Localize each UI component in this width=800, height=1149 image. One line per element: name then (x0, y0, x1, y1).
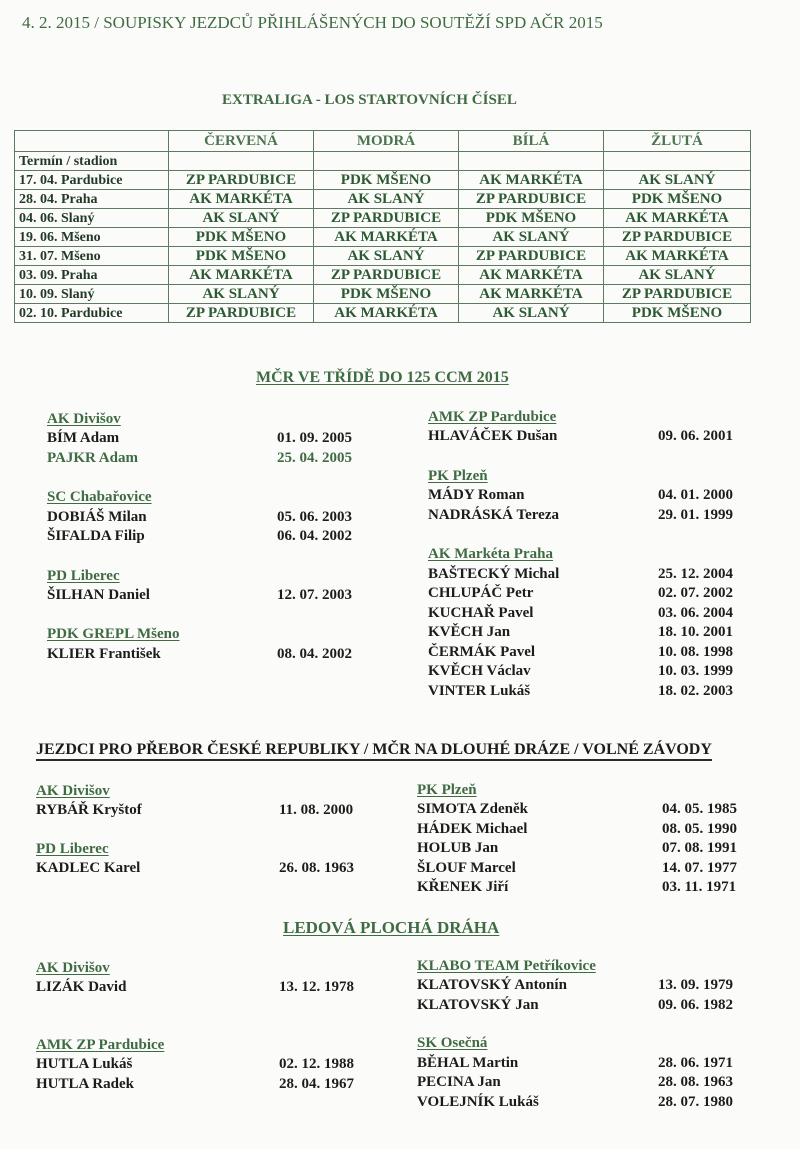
rider-name: ČERMÁK Pavel (428, 644, 536, 660)
table-cell: ZP PARDUBICE (459, 247, 604, 266)
table-row (15, 285, 751, 304)
table-row (15, 266, 751, 285)
rider-name: MÁDY Roman (428, 487, 525, 503)
table-cell: PDK MŠENO (459, 209, 604, 228)
rider-birthdate: 12. 07. 2003 (277, 587, 352, 603)
table-row (15, 190, 751, 209)
rider-birthdate: 01. 09. 2005 (277, 430, 352, 446)
longtrack-title: JEZDCI PRO PŘEBOR ČESKÉ REPUBLIKY / MČR NA DLOUHÉ DRÁZE / VOLNÉ ZÁVODY (36, 742, 712, 761)
rider-name: VINTER Lukáš (428, 683, 531, 699)
club-heading: SK Osečná (417, 1035, 488, 1051)
table-cell (15, 131, 169, 152)
club-heading: AK Divišov (36, 960, 110, 976)
table-cell: ZP PARDUBICE (604, 228, 751, 247)
table-row (15, 152, 751, 171)
mcr125-title: MČR VE TŘÍDĚ DO 125 CCM 2015 (256, 369, 509, 386)
rider-name: PECINA Jan (417, 1074, 501, 1090)
table-row (15, 209, 751, 228)
table-cell: AK MARKÉTA (459, 285, 604, 304)
table-cell: AK SLANÝ (314, 190, 459, 209)
rider-name: HUTLA Radek (36, 1076, 134, 1092)
rider-name: KVĚCH Jan (428, 624, 511, 640)
table-cell: ZP PARDUBICE (169, 171, 314, 190)
rider-name: HLAVÁČEK Dušan (428, 428, 558, 444)
column-header: ČERVENÁ (169, 131, 314, 152)
rider-birthdate: 10. 03. 1999 (658, 663, 733, 679)
rider-birthdate: 03. 11. 1971 (662, 879, 737, 895)
row-label: 04. 06. Slaný (15, 209, 169, 228)
table-cell (604, 152, 751, 171)
ice-title: LEDOVÁ PLOCHÁ DRÁHA (283, 918, 500, 937)
row-label: 10. 09. Slaný (15, 285, 169, 304)
table-cell (459, 152, 604, 171)
rider-name: KLATOVSKÝ Jan (417, 997, 539, 1013)
table-row (15, 228, 751, 247)
table-cell: AK MARKÉTA (169, 266, 314, 285)
table-cell: AK MARKÉTA (169, 190, 314, 209)
club-heading: KLABO TEAM Petříkovice (417, 958, 596, 974)
rider-name: CHLUPÁČ Petr (428, 585, 534, 601)
rider-name: BÍM Adam (47, 430, 120, 446)
column-header: MODRÁ (314, 131, 459, 152)
table-cell: AK SLANÝ (459, 304, 604, 323)
rider-birthdate: 03. 06. 2004 (658, 605, 733, 621)
rider-name: HOLUB Jan (417, 840, 499, 856)
rider-name: KŘENEK Jiří (417, 879, 509, 895)
row-label: 19. 06. Mšeno (15, 228, 169, 247)
row-label-header: Termín / stadion (15, 152, 169, 171)
rider-birthdate: 04. 01. 2000 (658, 487, 733, 503)
table-cell: PDK MŠENO (314, 171, 459, 190)
rider-birthdate: 14. 07. 1977 (662, 860, 737, 876)
club-heading: PD Liberec (47, 568, 120, 584)
rider-birthdate: 28. 06. 1971 (658, 1055, 733, 1071)
row-label: 02. 10. Pardubice (15, 304, 169, 323)
club-heading: PK Plzeň (417, 782, 477, 798)
table-cell: PDK MŠENO (169, 228, 314, 247)
rider-birthdate: 08. 05. 1990 (662, 821, 737, 837)
rider-name: ŠIFALDA Filip (47, 528, 145, 544)
table-cell: ZP PARDUBICE (459, 190, 604, 209)
rider-name: HUTLA Lukáš (36, 1056, 133, 1072)
rider-name: KVĚCH Václav (428, 663, 531, 679)
club-heading: PK Plzeň (428, 468, 488, 484)
rider-birthdate: 13. 12. 1978 (279, 979, 354, 995)
rider-name: VOLEJNÍK Lukáš (417, 1094, 539, 1110)
rider-birthdate: 06. 04. 2002 (277, 528, 352, 544)
rider-name: ŠILHAN Daniel (47, 587, 150, 603)
rider-name: BĚHAL Martin (417, 1055, 519, 1071)
row-label: 28. 04. Praha (15, 190, 169, 209)
table-cell: AK MARKÉTA (314, 304, 459, 323)
rider-birthdate: 18. 10. 2001 (658, 624, 733, 640)
rider-name: PAJKR Adam (47, 450, 138, 466)
rider-birthdate: 25. 04. 2005 (277, 450, 352, 466)
column-header: BÍLÁ (459, 131, 604, 152)
club-heading: AK Markéta Praha (428, 546, 553, 562)
table-cell: AK MARKÉTA (314, 228, 459, 247)
rider-birthdate: 25. 12. 2004 (658, 566, 733, 582)
club-heading: AK Divišov (36, 783, 110, 799)
rider-birthdate: 09. 06. 2001 (658, 428, 733, 444)
rider-name: KLIER František (47, 646, 161, 662)
rider-birthdate: 18. 02. 2003 (658, 683, 733, 699)
table-cell: AK MARKÉTA (459, 171, 604, 190)
rider-name: SIMOTA Zdeněk (417, 801, 528, 817)
rider-birthdate: 26. 08. 1963 (279, 860, 354, 876)
table-cell: ZP PARDUBICE (314, 266, 459, 285)
table-cell: AK SLANÝ (169, 285, 314, 304)
rider-name: RYBÁŘ Kryštof (36, 802, 142, 818)
rider-name: NADRÁSKÁ Tereza (428, 507, 559, 523)
table-cell: PDK MŠENO (604, 304, 751, 323)
table-cell: AK SLANÝ (459, 228, 604, 247)
club-heading: PDK GREPL Mšeno (47, 626, 180, 642)
table-cell: PDK MŠENO (169, 247, 314, 266)
rider-birthdate: 07. 08. 1991 (662, 840, 737, 856)
row-label: 31. 07. Mšeno (15, 247, 169, 266)
rider-birthdate: 05. 06. 2003 (277, 509, 352, 525)
table-cell: ZP PARDUBICE (604, 285, 751, 304)
rider-birthdate: 29. 01. 1999 (658, 507, 733, 523)
table-cell: ZP PARDUBICE (314, 209, 459, 228)
club-heading: SC Chabařovice (47, 489, 152, 505)
table-cell: AK MARKÉTA (459, 266, 604, 285)
rider-birthdate: 04. 05. 1985 (662, 801, 737, 817)
rider-name: LIZÁK David (36, 979, 127, 995)
rider-birthdate: 11. 08. 2000 (279, 802, 354, 818)
table-cell: ZP PARDUBICE (169, 304, 314, 323)
table-header-row (15, 131, 751, 152)
row-label: 03. 09. Praha (15, 266, 169, 285)
rider-name: KADLEC Karel (36, 860, 141, 876)
table-row (15, 304, 751, 323)
rider-name: HÁDEK Michael (417, 821, 528, 837)
table-cell (314, 152, 459, 171)
extraliga-title: EXTRALIGA - LOS STARTOVNÍCH ČÍSEL (222, 92, 517, 108)
rider-birthdate: 02. 12. 1988 (279, 1056, 354, 1072)
table-row (15, 171, 751, 190)
document-header: 4. 2. 2015 / SOUPISKY JEZDCŮ PŘIHLÁŠENÝCH DO SOUTĚŽÍ SPD AČR 2015 (22, 13, 603, 32)
rider-birthdate: 28. 04. 1967 (279, 1076, 354, 1092)
table-cell (169, 152, 314, 171)
table-cell: AK SLANÝ (314, 247, 459, 266)
table-row (15, 247, 751, 266)
rider-name: BAŠTECKÝ Michal (428, 566, 560, 582)
rider-birthdate: 28. 08. 1963 (658, 1074, 733, 1090)
table-cell: PDK MŠENO (604, 190, 751, 209)
club-heading: PD Liberec (36, 841, 109, 857)
club-heading: AMK ZP Pardubice (428, 409, 557, 425)
rider-name: KLATOVSKÝ Antonín (417, 977, 567, 993)
rider-birthdate: 09. 06. 1982 (658, 997, 733, 1013)
table-cell: AK SLANÝ (604, 171, 751, 190)
extraliga-schedule-table (14, 130, 751, 323)
rider-birthdate: 28. 07. 1980 (658, 1094, 733, 1110)
rider-birthdate: 02. 07. 2002 (658, 585, 733, 601)
table-cell: AK SLANÝ (169, 209, 314, 228)
club-heading: AK Divišov (47, 411, 121, 427)
table-cell: PDK MŠENO (314, 285, 459, 304)
rider-name: DOBIÁŠ Milan (47, 509, 147, 525)
table-cell: AK SLANÝ (604, 266, 751, 285)
rider-birthdate: 13. 09. 1979 (658, 977, 733, 993)
table-cell: AK MARKÉTA (604, 209, 751, 228)
column-header: ŽLUTÁ (604, 131, 751, 152)
rider-birthdate: 10. 08. 1998 (658, 644, 733, 660)
rider-name: ŠLOUF Marcel (417, 860, 516, 876)
club-heading: AMK ZP Pardubice (36, 1037, 165, 1053)
table-cell: AK MARKÉTA (604, 247, 751, 266)
rider-birthdate: 08. 04. 2002 (277, 646, 352, 662)
rider-name: KUCHAŘ Pavel (428, 605, 534, 621)
row-label: 17. 04. Pardubice (15, 171, 169, 190)
